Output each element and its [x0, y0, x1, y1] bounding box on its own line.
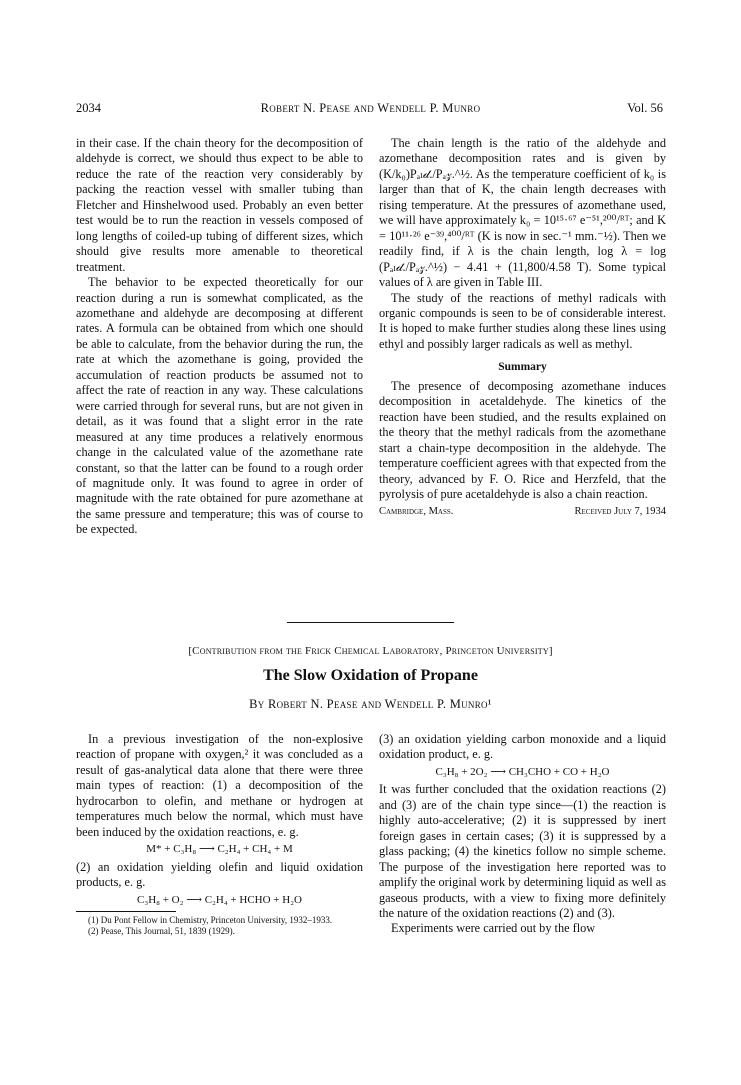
- footnote-divider: [76, 911, 176, 912]
- paragraph: The presence of decomposing azomethane induces decomposition in acetaldehyde. The kinetics of the reaction have been studied, and the results explained on the theory that the methyl radicals from the azomethane start a chain-type decomposition in the aldehyde. The temperature coefficient agrees with that expected from the theory, advanced by F. O. Rice and Herzfeld, that the pyrolysis of pure acetaldehyde is also a chain reaction.: [379, 378, 666, 501]
- paragraph: The behavior to be expected theoretically for our reaction during a run is somewhat complicated, as the azomethane and aldehyde are decomposing at different rates. A formula can be obtained from which one should be able to calculate, from the behavior during the run, the rate at which the azomethane is going, provided the accumulation of reaction products be assumed not to affect the rate of reaction in any way. These calculations were carried through for several runs, but are not given in detail, as it was found that a slight error in the rate measured at any time produces a relatively enormous change in the calculated value of the azomethane rate constant, so that the latter can be found to a rough order of magnitude only. It was found to agree in order of magnitude with the rate obtained for pure azomethane at the same pressure and temperature; this was of course to be expected.: [76, 275, 363, 537]
- paragraph: The chain length is the ratio of the aldehyde and azomethane decomposition rates and is given by (K/k₀)Pₐₗ𝒹./Pₐ𝓏.^½. As the temperature coefficient of k₀ is larger than that of K, the chain length decreases with rising temperature. At the pressures of azomethane used, we will have approximately k₀ = 10¹⁵·⁶⁷ e⁻⁵¹,²⁰⁰/ᴿᵀ; and K = 10¹¹·²⁶ e⁻³⁹,⁴⁰⁰/ᴿᵀ (K is now in sec.⁻¹ mm.⁻½). Then we readily find, if λ is the chain length, log λ = log (Pₐₗ𝒹./Pₐ𝓏.^½) − 4.41 + (11,800/4.58 T). Some typical values of λ are given in Table III.: [379, 136, 666, 290]
- paragraph: The study of the reactions of methyl radicals with organic compounds is seen to be of considerable interest. It is hoped to make further studies along these lines using ethyl and possibly larger radicals as well as methyl.: [379, 290, 666, 351]
- footnote: (1) Du Pont Fellow in Chemistry, Princeton University, 1932–1933.: [88, 914, 333, 925]
- summary-heading: Summary: [498, 361, 547, 374]
- paragraph: (2) an oxidation yielding olefin and liquid oxidation products, e. g.: [76, 859, 363, 890]
- paragraph: in their case. If the chain theory for the decomposition of aldehyde is correct, we should thus expect to be able to reduce the rate of the reaction very considerably by packing the reaction vessel with smaller tubing than Fletcher and Hinshelwood used. Probably an even better test would be to run the reaction in vessels composed of long lengths of coiled-up tubing of different sizes, which should give results more amenable to theoretical treatment.: [76, 136, 363, 274]
- equation: C₃H₈ + 2O₂ ⟶ CH₃CHO + CO + H₂O: [435, 765, 610, 778]
- paragraph: Experiments were carried out by the flow: [391, 921, 596, 936]
- paragraph: (3) an oxidation yielding carbon monoxide and a liquid oxidation product, e. g.: [379, 732, 666, 762]
- equation: C₃H₈ + O₂ ⟶ C₂H₄ + HCHO + H₂O: [137, 893, 302, 906]
- equation: M* + C₃H₈ ⟶ C₂H₄ + CH₄ + M: [146, 843, 293, 856]
- running-title: Robert N. Pease and Wendell P. Munro: [260, 101, 481, 115]
- article-title: The Slow Oxidation of Propane: [263, 667, 478, 684]
- upper-right-column: [379, 136, 666, 520]
- lower-right-column: [379, 732, 666, 937]
- received-date: Received July 7, 1934: [574, 506, 666, 518]
- footnote: (2) Pease, This Journal, 51, 1839 (1929).: [88, 925, 235, 936]
- upper-left-column: [76, 136, 363, 538]
- page-number: 2034: [76, 101, 101, 115]
- paragraph: In a previous investigation of the non-explosive reaction of propane with oxygen,² it was concluded as a result of gas-analytical data alone that there were three main types of reaction: (1) a decomposition of the hydrocarbon to olefin, and methane or hydrogen at temperatures much below the normal, which must have been induced by the oxidation reactions, e. g.: [76, 732, 363, 839]
- paragraph: It was further concluded that the oxidation reactions (2) and (3) are of the chain type since—(1) the reaction is highly auto-accelerative; (2) it is suppressed by inert foreign gases in certain cases; (3) it is suppressed by a glass packing; (4) the kinetics follow no simple scheme. The purpose of the investigation here reported was to amplify the original work by determining liquid as well as gaseous products, with a view to fixing more definitely the nature of the oxidation reactions (2) and (3).: [379, 782, 666, 920]
- volume-label: Vol. 56: [627, 101, 663, 115]
- lower-left-column: [76, 732, 363, 937]
- place-label: Cambridge, Mass.: [379, 506, 454, 518]
- byline: By Robert N. Pease and Wendell P. Munro¹: [249, 697, 492, 711]
- section-divider: [287, 622, 454, 623]
- received-line: [379, 504, 666, 519]
- contribution-line: [Contribution from the Frick Chemical Laboratory, Princeton University]: [188, 645, 553, 657]
